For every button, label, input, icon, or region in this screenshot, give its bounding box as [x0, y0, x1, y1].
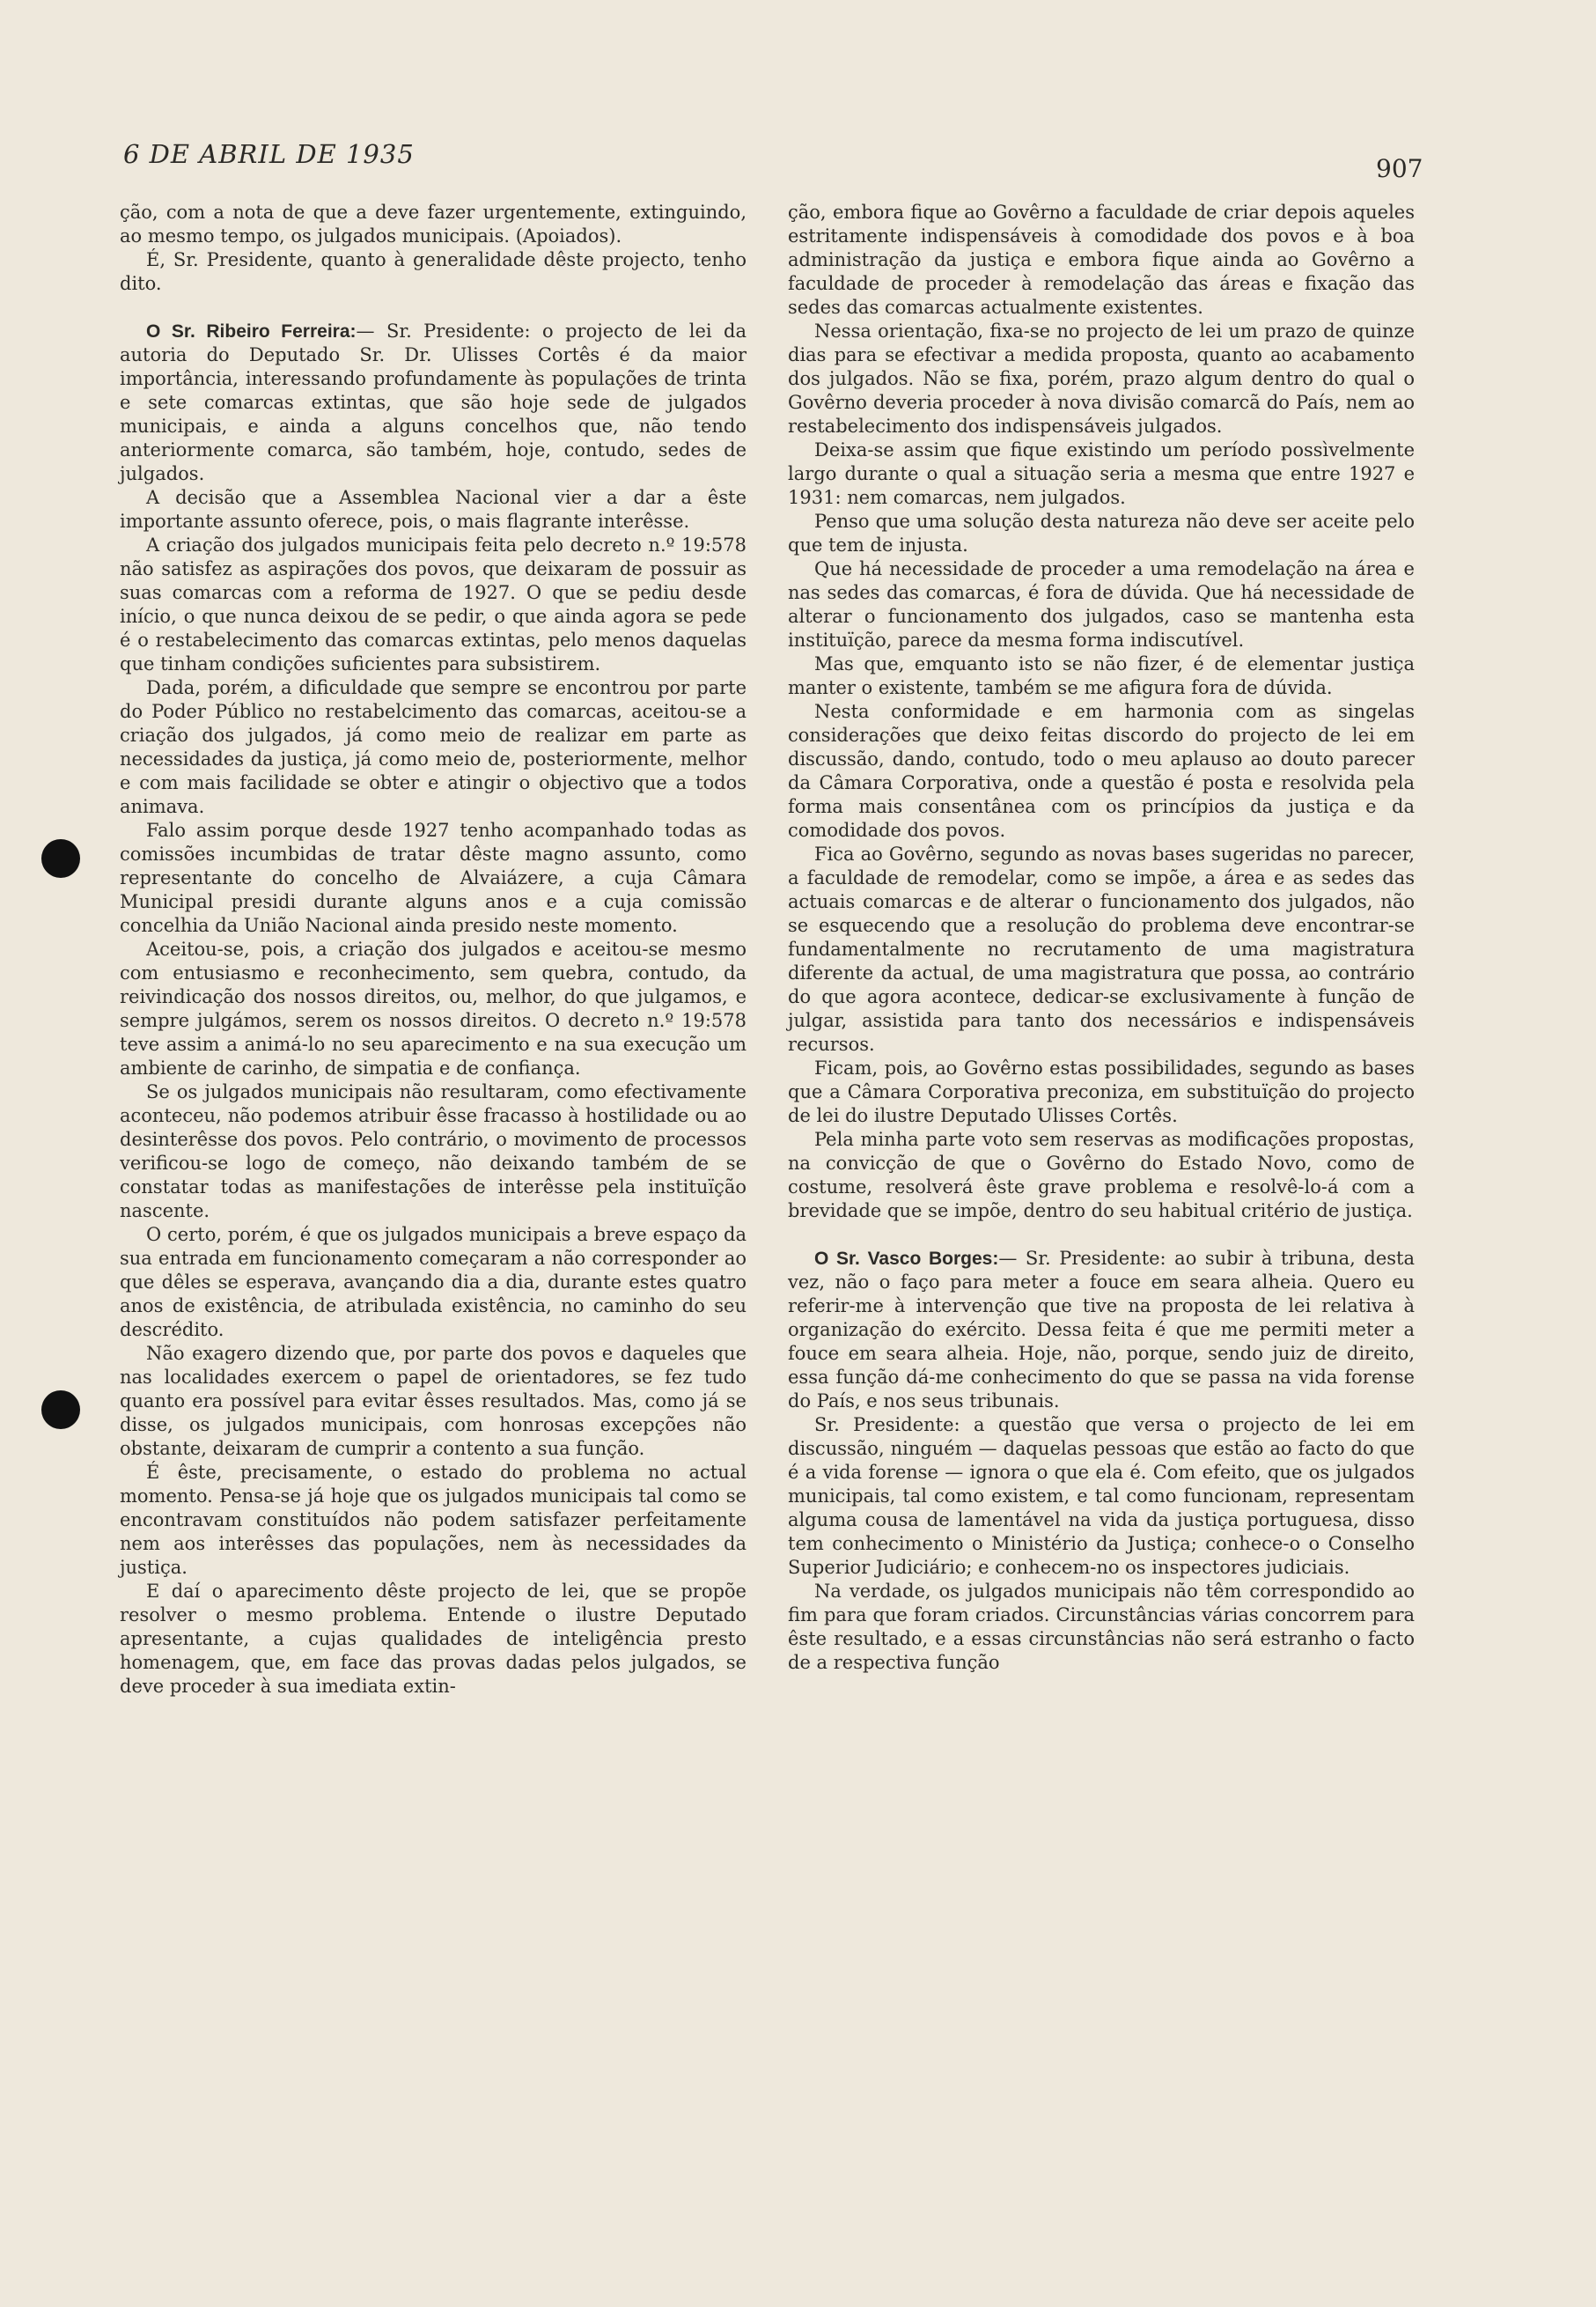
paragraph-text: O certo, porém, é que os julgados municipais a breve espaço da sua entrada em funcionamento começaram a não corresponder ao que dêles se esperava, avançando dia a dia, durante estes quatro anos de existência, de atribulada existência, no caminho do seu descrédito. — [120, 1224, 747, 1340]
paragraph — [120, 1342, 747, 1461]
paragraph-text: Penso que uma solução desta natureza não deve ser aceite pelo que tem de injusta. — [788, 511, 1415, 556]
paragraph-text: Nesta conformidade e em harmonia com as singelas considerações que deixo feitas discordo do projecto de lei em discussão, dando, contudo, todo o meu aplauso ao douto parecer da Câmara Corporativa, onde a questão é posta e resolvida pela forma mais consentânea com os princípios da justiça e da comodidade dos povos. — [788, 701, 1415, 841]
paragraph-text: Aceitou-se, pois, a criação dos julgados e aceitou-se mesmo com entusiasmo e reconhecimento, sem quebra, contudo, da reivindicação dos nossos direitos, ou, melhor, do que julgamos, e sempre julgámos, serem os nossos direitos. O decreto n.º 19:578 teve assim a animá-lo no seu aparecimento e na sua execução um ambiente de carinho, de simpatia e de confiança. — [120, 939, 747, 1079]
paragraph — [120, 1080, 747, 1223]
paragraph-text: E daí o aparecimento dêste projecto de lei, que se propõe resolver o mesmo problema. Entende o ilustre Deputado apresentante, a cujas qualidades de inteligência presto homenagem, que, em face das provas dadas pelos julgados, se deve proceder à sua imediata extin- — [120, 1581, 747, 1697]
paragraph — [120, 486, 747, 534]
paragraph-text: Nessa orientação, fixa-se no projecto de lei um prazo de quinze dias para se efectivar a medida proposta, quanto ao acabamento dos julgados. Não se fixa, porém, prazo algum dentro do qual o Govêrno deveria proceder à nova divisão comarcã do País, nem ao restabelecimento dos indispensáveis julgados. — [788, 321, 1415, 437]
right-column — [788, 201, 1415, 1675]
page-date: 6 DE ABRIL DE 1935 — [123, 139, 415, 169]
paragraph — [788, 1413, 1415, 1580]
paragraph-text: A decisão que a Assemblea Nacional vier a dar a êste importante assunto oferece, pois, o mais flagrante interêsse. — [120, 487, 747, 532]
paragraph — [788, 1580, 1415, 1675]
paragraph — [788, 201, 1415, 320]
paragraph-text: Pela minha parte voto sem reservas as modificações propostas, na convicção de que o Govêrno do Estado Novo, como de costume, resolverá êste grave problema e resolvê-lo-á com a brevidade que se impõe, dentro do seu habitual critério de justiça. — [788, 1129, 1415, 1221]
paragraph-text: Que há necessidade de proceder a uma remodelação na área e nas sedes das comarcas, é fora de dúvida. Que há necessidade de alterar o funcionamento dos julgados, caso se mantenha esta instituïção, parece da mesma forma indiscutível. — [788, 558, 1415, 651]
paragraph — [120, 201, 747, 248]
paragraph — [120, 320, 747, 486]
paragraph — [120, 676, 747, 819]
paragraph — [120, 248, 747, 296]
speaker-name: O Sr. Ribeiro Ferreira: — [146, 321, 357, 342]
paragraph — [120, 819, 747, 938]
paragraph — [788, 843, 1415, 1057]
paragraph-text: Falo assim porque desde 1927 tenho acompanhado todas as comissões incumbidas de tratar dêste magno assunto, como representante do concelho de Alvaiázere, a cuja Câmara Municipal presidi durante alguns anos e a cuja comissão concelhia da União Nacional ainda presido neste momento. — [120, 820, 747, 936]
paragraph — [788, 1128, 1415, 1223]
paragraph-text: Ficam, pois, ao Govêrno estas possibilidades, segundo as bases que a Câmara Corporativa preconiza, em substituïção do projecto de lei do ilustre Deputado Ulisses Cortês. — [788, 1058, 1415, 1126]
paragraph-text: É, Sr. Presidente, quanto à generalidade dêste projecto, tenho dito. — [120, 249, 747, 294]
paragraph — [120, 534, 747, 676]
paragraph-text: Dada, porém, a dificuldade que sempre se encontrou por parte do Poder Público no restabelcimento das comarcas, aceitou-se a criação dos julgados, já como meio de realizar em parte as necessidades da justiça, já como meio de, posteriormente, melhor e com mais facilidade se obter e atingir o objectivo que a todos animava. — [120, 677, 747, 817]
paragraph — [120, 1223, 747, 1342]
punch-hole — [41, 1390, 80, 1429]
paragraph-text: ção, com a nota de que a deve fazer urgentemente, extinguindo, ao mesmo tempo, os julgados municipais. (Apoiados). — [120, 202, 747, 247]
paragraph-text: Deixa-se assim que fique existindo um período possìvelmente largo durante o qual a situação seria a mesma que entre 1927 e 1931: nem comarcas, nem julgados. — [788, 439, 1415, 508]
paragraph — [788, 439, 1415, 510]
paragraph-text: A criação dos julgados municipais feita pelo decreto n.º 19:578 não satisfez as aspirações dos povos, que deixaram de possuir as suas comarcas com a reforma de 1927. O que se pediu desde início, o que nunca deixou de se pedir, o que ainda agora se pede é o restabelecimento das comarcas extintas, pelo menos daquelas que tinham condições suficientes para subsistirem. — [120, 534, 747, 674]
paragraph — [788, 700, 1415, 843]
paragraph — [120, 938, 747, 1080]
paragraph — [120, 1461, 747, 1580]
punch-hole — [41, 839, 80, 878]
paragraph-text: Não exagero dizendo que, por parte dos povos e daqueles que nas localidades exercem o papel de orientadores, se fez tudo quanto era possível para evitar êsses resultados. Mas, como já se disse, os julgados municipais, com honrosas excepções não obstante, deixaram de cumprir a contento a sua função. — [120, 1343, 747, 1459]
paragraph-text: Sr. Presidente: a questão que versa o projecto de lei em discussão, ninguém — daquelas pessoas que estão ao facto do que é a vida forense — ignora o que ela é. Com efeito, que os julgados municipais, tal como existem, e tal como funcionam, representam alguma cousa de lamentável na vida da justiça portuguesa, disso tem conhecimento o Ministério da Justiça; conhece-o o Conselho Superior Judiciário; e conhecem-no os inspectores judiciais. — [788, 1414, 1415, 1578]
paragraph-text: Na verdade, os julgados municipais não têm correspondido ao fim para que foram criados. Circunstâncias várias concorrem para êste resultado, e a essas circunstâncias não será estranho o facto de a respectiva função — [788, 1581, 1415, 1673]
paragraph-text: ção, embora fique ao Govêrno a faculdade de criar depois aqueles estritamente indispensáveis à comodidade dos povos e à boa administração da justiça e embora fique ainda ao Govêrno a faculdade de proceder à remodelação das áreas e fixação das sedes das comarcas actualmente existentes. — [788, 202, 1415, 318]
paragraph-text: — Sr. Presidente: o projecto de lei da autoria do Deputado Sr. Dr. Ulisses Cortês é da maior importância, interessando profundamente às populações de trinta e sete comarcas extintas, que são hoje sede de julgados municipais, e ainda a alguns concelhos que, não tendo anteriormente comarca, são também, hoje, contudo, sedes de julgados. — [120, 321, 747, 484]
paragraph — [788, 1057, 1415, 1128]
paragraph — [120, 1580, 747, 1699]
paragraph — [788, 1247, 1415, 1413]
speaker-name: O Sr. Vasco Borges: — [814, 1249, 999, 1269]
paragraph-text: — Sr. Presidente: ao subir à tribuna, desta vez, não o faço para meter a fouce em seara alheia. Quero eu referir-me à intervenção que tive na proposta de lei relativa à organização do exército. Dessa feita é que me permiti meter a fouce em seara alheia. Hoje, não, porque, sendo juiz de direito, essa função dá-me conhecimento do que se passa na vida forense do País, e nos seus tribunais. — [788, 1248, 1415, 1411]
paragraph-text: Se os julgados municipais não resultaram, como efectivamente aconteceu, não podemos atribuir êsse fracasso à hostilidade ou ao desinterêsse dos povos. Pelo contrário, o movimento de processos verificou-se logo de começo, não deixando também de se constatar todas as manifestações de interêsse pela instituïção nascente. — [120, 1081, 747, 1221]
page-number: 907 — [1376, 154, 1423, 183]
paragraph — [788, 510, 1415, 557]
paragraph-text: Mas que, emquanto isto se não fizer, é de elementar justiça manter o existente, também se me afigura fora de dúvida. — [788, 653, 1415, 698]
paragraph-text: Fica ao Govêrno, segundo as novas bases sugeridas no parecer, a faculdade de remodelar, como se impõe, a área e as sedes das actuais comarcas e de alterar o funcionamento dos julgados, não se esquecendo que a resolução do problema deve encontrar-se fundamentalmente no recrutamento de uma magistratura diferente da actual, de uma magistratura que possa, ao contrário do que agora acontece, dedicar-se exclusivamente à função de julgar, assistida para tanto dos necessários e indispensáveis recursos. — [788, 844, 1415, 1055]
paragraph — [788, 652, 1415, 700]
paragraph — [788, 320, 1415, 439]
paragraph — [788, 557, 1415, 652]
paragraph-text: É êste, precisamente, o estado do problema no actual momento. Pensa-se já hoje que os julgados municipais tal como se encontravam constituídos não podem satisfazer perfeitamente nem aos interêsses das populações, nem às necessidades da justiça. — [120, 1462, 747, 1578]
left-column — [120, 201, 747, 1699]
